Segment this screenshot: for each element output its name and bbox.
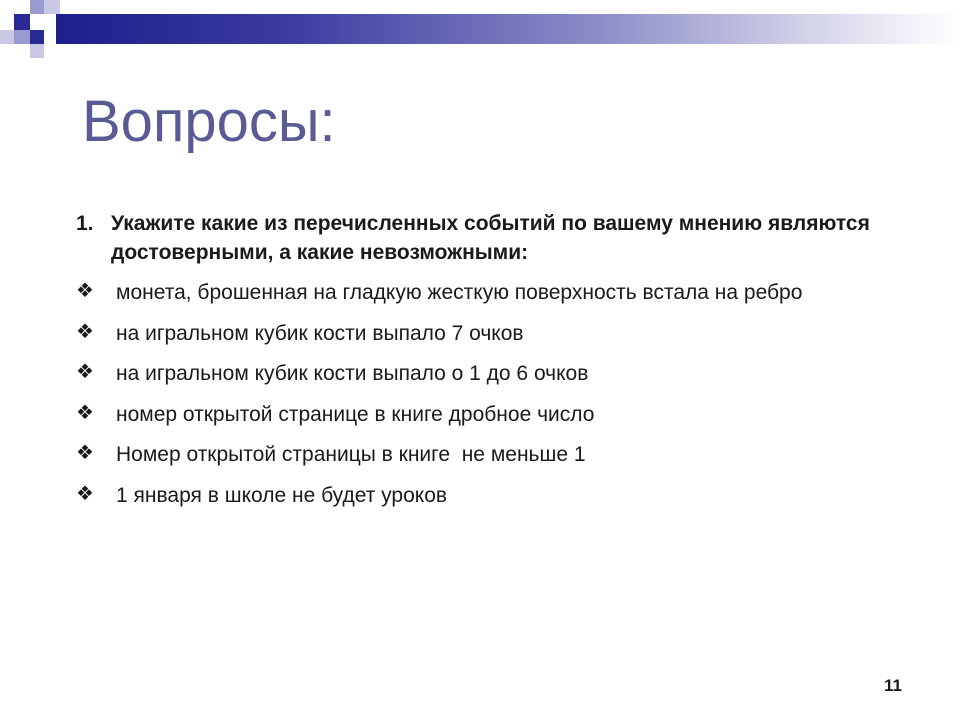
question-block	[76, 209, 896, 267]
list-item-text: Номер открытой страницы в книге не меньше 1	[116, 443, 586, 467]
answer-list	[76, 278, 936, 522]
list-item	[76, 440, 936, 481]
diamond-bullet-icon: ❖	[76, 440, 94, 465]
page-number: 11	[884, 676, 902, 695]
list-item-text: номер открытой странице в книге дробное число	[116, 402, 595, 426]
deco-square	[30, 30, 44, 44]
list-item	[76, 481, 936, 522]
diamond-bullet-icon: ❖	[76, 399, 94, 424]
deco-square	[30, 44, 44, 58]
question-text: Укажите какие из перечисленных событий по вашему мнению являются достоверными, а какие невозможными:	[111, 212, 870, 264]
list-item-text: монета, брошенная на гладкую жесткую поверхность встала на ребро	[116, 281, 803, 304]
question-number: 1.	[76, 212, 94, 235]
deco-square	[44, 0, 60, 14]
slide-title: Вопросы:	[82, 89, 336, 154]
list-item	[76, 400, 936, 441]
list-item-text: на игральном кубик кости выпало 7 очков	[116, 321, 524, 345]
list-item	[76, 359, 936, 400]
deco-square	[14, 30, 30, 44]
header-gradient-bar	[56, 14, 960, 44]
list-item	[76, 278, 936, 319]
deco-square	[0, 30, 14, 44]
deco-square	[14, 14, 30, 30]
diamond-bullet-icon: ❖	[76, 278, 94, 302]
deco-square	[30, 0, 44, 14]
diamond-bullet-icon: ❖	[76, 318, 94, 343]
list-item-text: 1 января в школе не будет уроков	[116, 483, 448, 507]
diamond-bullet-icon: ❖	[76, 359, 94, 384]
list-item	[76, 319, 936, 360]
diamond-bullet-icon: ❖	[76, 480, 94, 505]
list-item-text: на игральном кубик кости выпало о 1 до 6 очков	[116, 362, 589, 386]
